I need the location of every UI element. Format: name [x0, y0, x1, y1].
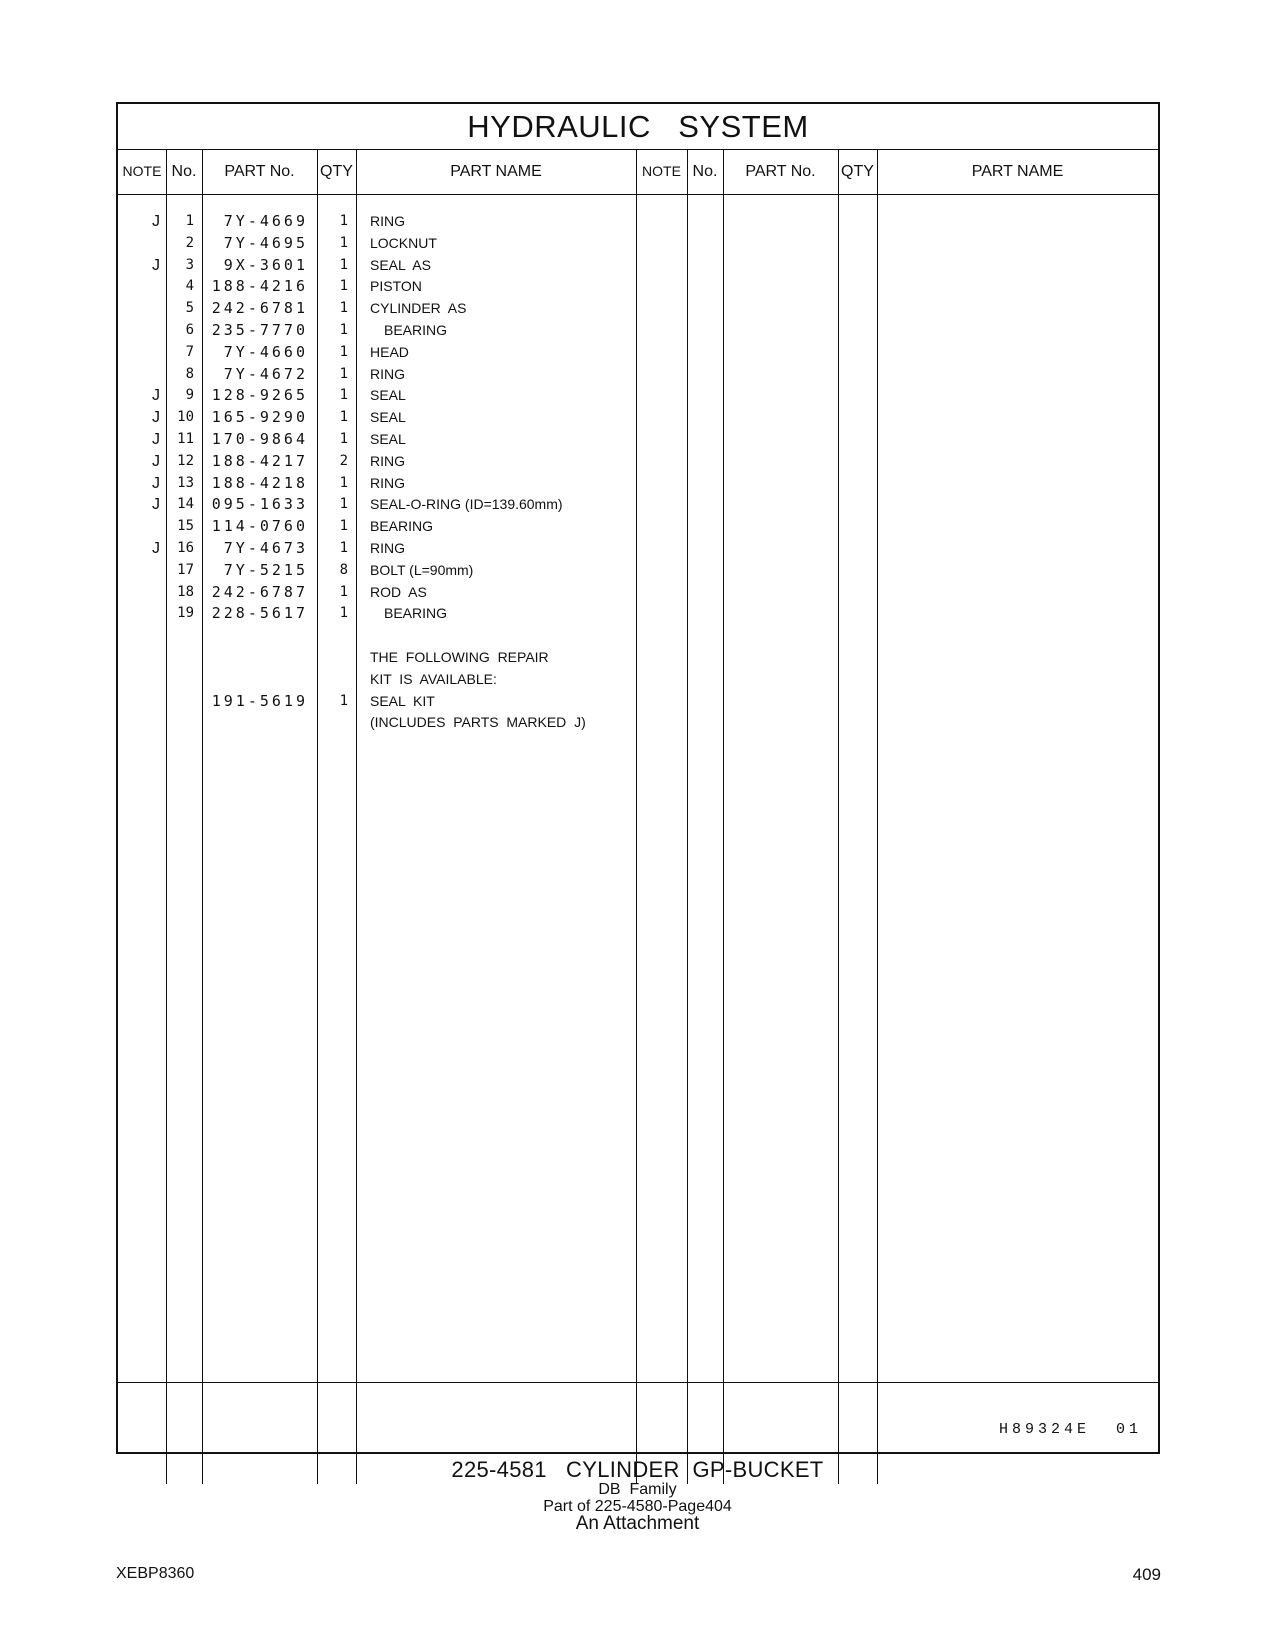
part-quantity: 1 [339, 539, 348, 556]
part-number: 128-9265 [211, 386, 308, 405]
part-number: 095-1633 [211, 495, 308, 514]
table-row [118, 494, 1158, 516]
group-family: DB Family [598, 1481, 677, 1498]
part-number: 7Y-4695 [223, 233, 308, 252]
part-quantity: 1 [339, 213, 348, 229]
part-name: RING [370, 452, 405, 469]
part-name: RING [370, 539, 405, 556]
part-quantity: 1 [339, 605, 348, 622]
part-number: 7Y-4673 [223, 538, 308, 557]
part-number: 170-9864 [211, 429, 308, 448]
part-number: 235-7770 [211, 320, 308, 339]
part-name: SEAL-O-RING (ID=139.60mm) [370, 496, 563, 513]
part-quantity: 1 [339, 583, 348, 600]
part-number: 191-5619 [211, 691, 308, 710]
part-name: RING [370, 365, 405, 382]
section-title: HYDRAULIC SYSTEM [118, 104, 1158, 150]
part-number: 9X-3601 [223, 255, 308, 274]
part-ref-number: 14 [177, 496, 194, 513]
table-row [118, 603, 1158, 625]
part-quantity: 1 [339, 409, 348, 426]
part-note: J [152, 452, 160, 470]
part-quantity: 1 [339, 256, 348, 273]
table-row [118, 407, 1158, 429]
table-row [118, 233, 1158, 255]
part-ref-number: 13 [177, 474, 194, 491]
part-note: J [152, 430, 160, 448]
part-quantity: 1 [339, 387, 348, 404]
part-ref-number: 7 [185, 343, 194, 360]
part-quantity: 1 [339, 278, 348, 295]
table-row [118, 560, 1158, 582]
table-row [118, 669, 1158, 691]
part-number: 188-4217 [211, 451, 308, 470]
part-ref-number: 12 [177, 452, 194, 469]
part-name: RING [370, 213, 405, 229]
table-row [118, 364, 1158, 386]
table-row [118, 451, 1158, 473]
part-name: SEAL KIT [370, 692, 435, 709]
part-number: 7Y-4672 [223, 364, 308, 383]
part-note: J [152, 213, 160, 230]
group-part-of: Part of 225-4580-Page404 [543, 1498, 732, 1515]
part-name: RING [370, 474, 405, 491]
group-attachment: An Attachment [575, 1513, 700, 1534]
part-name: SEAL AS [370, 256, 431, 273]
part-number: 7Y-4669 [223, 212, 308, 230]
column-header-row [118, 150, 1158, 195]
part-number: 7Y-5215 [223, 560, 308, 579]
part-ref-number: 6 [185, 321, 194, 338]
part-name: ROD AS [370, 583, 427, 600]
parts-rows [118, 211, 1158, 734]
part-name: PISTON [370, 278, 422, 295]
part-name: SEAL [370, 430, 406, 447]
header-qty-left: QTY [320, 163, 353, 180]
part-number: 188-4218 [211, 473, 308, 492]
table-row [118, 211, 1158, 233]
part-ref-number: 10 [177, 409, 194, 426]
part-ref-number: 17 [177, 561, 194, 578]
header-part-no-right: PART No. [745, 163, 816, 180]
part-name: BEARING [384, 605, 448, 622]
part-quantity: 1 [339, 300, 348, 317]
part-ref-number: 18 [177, 583, 194, 600]
table-row [118, 625, 1158, 647]
part-ref-number: 4 [185, 278, 194, 295]
part-name: HEAD [370, 343, 409, 360]
part-ref-number: 19 [177, 605, 194, 622]
part-number: 188-4216 [211, 277, 308, 296]
part-ref-number: 16 [177, 539, 194, 556]
header-part-name-right: PART NAME [971, 163, 1064, 180]
header-note-right: NOTE [642, 163, 681, 179]
table-row [118, 255, 1158, 277]
part-name: LOCKNUT [370, 234, 437, 251]
part-number: 165-9290 [211, 408, 308, 427]
part-number: 7Y-4660 [223, 342, 308, 361]
part-ref-number: 2 [185, 234, 194, 251]
part-ref-number: 9 [185, 387, 194, 404]
publication-number: XEBP8360 [116, 1565, 195, 1582]
part-quantity: 1 [339, 518, 348, 535]
header-no-left: No. [171, 163, 197, 180]
table-row [118, 691, 1158, 713]
part-ref-number: 1 [185, 213, 194, 229]
part-quantity: 1 [339, 365, 348, 382]
table-row [118, 647, 1158, 669]
part-quantity: 1 [339, 692, 348, 709]
part-ref-number: 11 [177, 430, 194, 447]
part-note: J [152, 409, 160, 427]
table-row [118, 538, 1158, 560]
part-number: 242-6787 [211, 582, 308, 601]
header-no-right: No. [692, 163, 718, 180]
table-row [118, 429, 1158, 451]
part-name: (INCLUDES PARTS MARKED J) [370, 714, 586, 731]
part-note: J [152, 539, 160, 557]
part-name: KIT IS AVAILABLE: [370, 670, 497, 687]
table-row [118, 298, 1158, 320]
part-quantity: 8 [339, 561, 348, 578]
part-quantity: 1 [339, 321, 348, 338]
table-bottom-rule [118, 1382, 1158, 1383]
part-number: 228-5617 [211, 604, 308, 623]
table-row [118, 582, 1158, 604]
header-part-no-left: PART No. [224, 163, 295, 180]
part-quantity: 2 [339, 452, 348, 469]
part-quantity: 1 [339, 234, 348, 251]
part-name: BEARING [370, 518, 434, 535]
table-row [118, 473, 1158, 495]
drawing-number: H89324E 01 [998, 1421, 1142, 1438]
part-quantity: 1 [339, 474, 348, 491]
header-part-name-left: PART NAME [450, 163, 542, 180]
table-row [118, 276, 1158, 298]
part-ref-number: 5 [185, 300, 194, 317]
table-row [118, 385, 1158, 407]
part-ref-number: 3 [185, 256, 194, 273]
parts-list-sheet [116, 102, 1160, 1454]
part-name: BOLT (L=90mm) [370, 561, 474, 578]
table-row [118, 320, 1158, 342]
part-ref-number: 8 [185, 365, 194, 382]
part-note: J [152, 474, 160, 492]
part-quantity: 1 [339, 430, 348, 447]
part-name: SEAL [370, 409, 406, 426]
part-name: THE FOLLOWING REPAIR [370, 648, 549, 665]
part-number: 114-0760 [211, 517, 308, 536]
part-ref-number: 15 [177, 518, 194, 535]
page-number: 409 [1132, 1565, 1161, 1584]
part-number: 242-6781 [211, 299, 308, 318]
part-name: CYLINDER AS [370, 300, 467, 317]
part-name: SEAL [370, 387, 406, 404]
part-quantity: 1 [339, 343, 348, 360]
part-note: J [152, 256, 160, 274]
table-row [118, 516, 1158, 538]
header-qty-right: QTY [841, 163, 874, 180]
part-note: J [152, 496, 160, 514]
part-note: J [152, 387, 160, 405]
group-title: 225-4581 CYLINDER GP-BUCKET [451, 1457, 824, 1482]
part-name: BEARING [384, 321, 448, 338]
header-note-left: NOTE [122, 163, 162, 179]
part-quantity: 1 [339, 496, 348, 513]
table-row [118, 342, 1158, 364]
table-row [118, 712, 1158, 734]
